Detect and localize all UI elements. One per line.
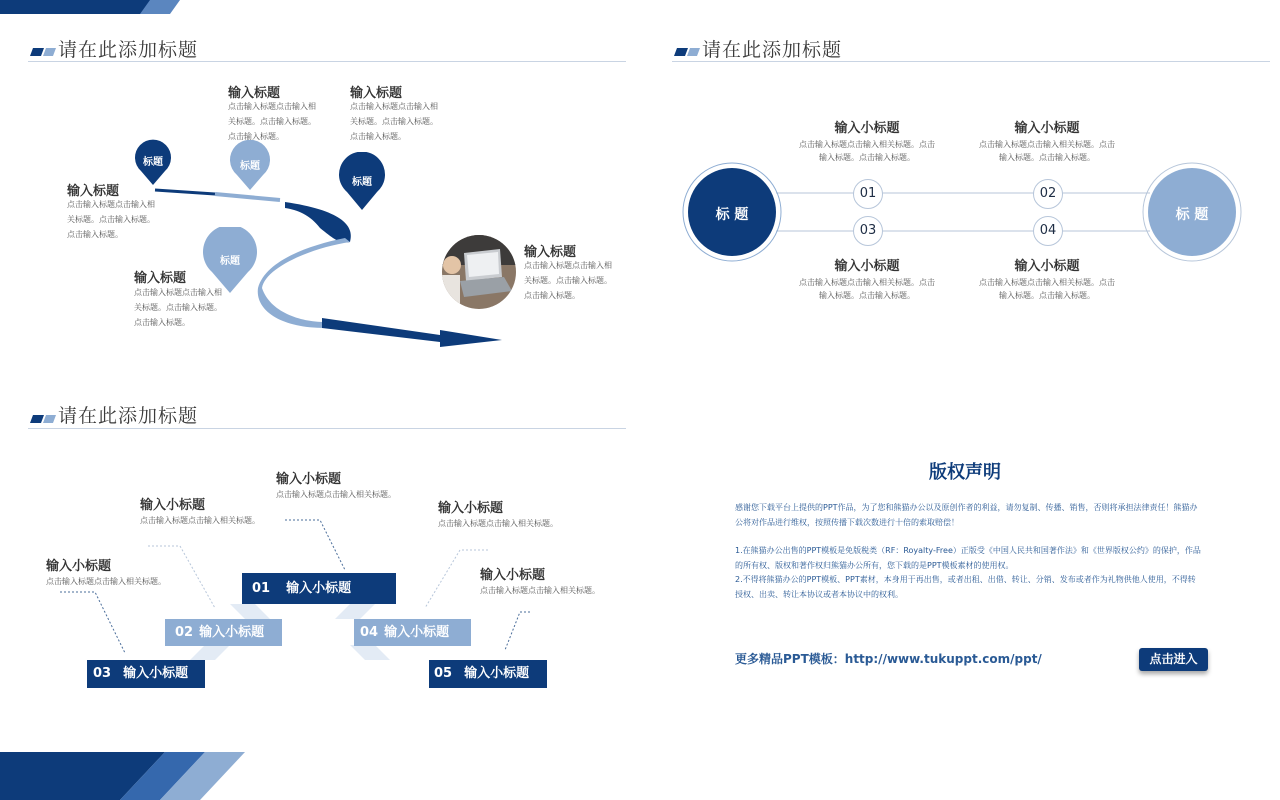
callout-text: 点击输入标题点击输入相关标题。 <box>438 519 558 528</box>
callout-title: 输入小标题 <box>140 498 206 513</box>
section-title-icon <box>30 415 56 423</box>
item-text: 点击输入标题点击输入相 关标题。点击输入标题。 点击输入标题。 <box>228 102 316 141</box>
section-divider <box>672 61 1270 62</box>
left-circle-label: 标 题 <box>715 207 749 223</box>
step-number: 04 <box>1033 216 1063 246</box>
pin-label: 标题 <box>352 177 372 188</box>
step-bar: 02 输入小标题 <box>165 619 282 646</box>
item-text: 点击输入标题点击输入相关标题。点击 输入标题。点击输入标题。 <box>799 278 935 300</box>
callout-title: 输入小标题 <box>46 559 112 574</box>
item-title: 输入小标题 <box>834 121 900 136</box>
enter-button[interactable]: 点击进入 <box>1139 648 1208 671</box>
item-text: 点击输入标题点击输入相 关标题。点击输入标题。 点击输入标题。 <box>134 288 222 327</box>
copyright-terms: 1.在熊猫办公出售的PPT模板是免版税类（RF：Royalty-Free）正版受《中国人民共和国著作法》和《世界版权公约》的保护，作品 的所有权、版权和著作权归熊猫办公所有，您下载的是PPT模板素材的使用权。 2.不得将熊猫办公的PPT模板、PPT素材，本身用于再出售，或者出租、出借、转让、分销、发布或者作为礼物供他人使用，不得转 授权、出卖、转让本协议或者本协议中的权利。 <box>735 546 1201 599</box>
item-title: 输入标题 <box>524 245 577 260</box>
callout-text: 点击输入标题点击输入相关标题。 <box>46 577 166 586</box>
step-number: 01 <box>853 179 883 209</box>
item-text: 点击输入标题点击输入相关标题。点击 输入标题。点击输入标题。 <box>799 140 935 162</box>
bottom-corner-accent <box>0 752 250 800</box>
step-number: 03 <box>853 216 883 246</box>
callout-text: 点击输入标题点击输入相关标题。 <box>276 490 396 499</box>
item-text: 点击输入标题点击输入相关标题。点击 输入标题。点击输入标题。 <box>979 140 1115 162</box>
top-corner-accent <box>0 0 190 14</box>
step-bar: 01 输入小标题 <box>242 573 396 604</box>
more-templates-link[interactable]: 更多精品PPT模板：http://www.tukuppt.com/ppt/ <box>735 652 1042 666</box>
step-number: 02 <box>1033 179 1063 209</box>
item-text: 点击输入标题点击输入相 关标题。点击输入标题。 点击输入标题。 <box>67 200 155 239</box>
item-title: 输入小标题 <box>1014 121 1080 136</box>
callout-text: 点击输入标题点击输入相关标题。 <box>480 586 600 595</box>
item-text: 点击输入标题点击输入相 关标题。点击输入标题。 点击输入标题。 <box>524 261 612 300</box>
item-title: 输入标题 <box>67 184 120 199</box>
item-title: 输入标题 <box>134 271 187 286</box>
step-bar: 04 输入小标题 <box>354 619 471 646</box>
section-title: 请在此添加标题 <box>58 405 199 427</box>
item-title: 输入标题 <box>350 86 403 101</box>
callout-text: 点击输入标题点击输入相关标题。 <box>140 516 260 525</box>
pin-label: 标题 <box>220 256 240 267</box>
step-bar: 05 输入小标题 <box>429 660 547 688</box>
item-title: 输入小标题 <box>834 259 900 274</box>
item-title: 输入小标题 <box>1014 259 1080 274</box>
pin-label: 标题 <box>143 157 163 168</box>
step-bar: 03 输入小标题 <box>87 660 205 688</box>
item-text: 点击输入标题点击输入相 关标题。点击输入标题。 点击输入标题。 <box>350 102 438 141</box>
callout-title: 输入小标题 <box>480 568 546 583</box>
item-title: 输入标题 <box>228 86 281 101</box>
pin-label: 标题 <box>240 161 260 172</box>
copyright-heading: 版权声明 <box>929 462 1001 483</box>
section-title-icon <box>30 48 56 56</box>
item-text: 点击输入标题点击输入相关标题。点击 输入标题。点击输入标题。 <box>979 278 1115 300</box>
section-divider <box>28 428 626 429</box>
copyright-paragraph: 感谢您下载平台上提供的PPT作品，为了您和熊猫办公以及原创作者的利益，请勿复制、传播、销售，否则将承担法律责任！熊猫办 公将对作品进行维权，按照传播下载次数进行十倍的索取赔偿！ <box>735 503 1198 527</box>
callout-title: 输入小标题 <box>438 501 504 516</box>
section-title: 请在此添加标题 <box>702 39 843 61</box>
section-title: 请在此添加标题 <box>58 39 199 61</box>
right-circle-label: 标 题 <box>1175 207 1209 223</box>
callout-title: 输入小标题 <box>276 472 342 487</box>
section-divider <box>28 61 626 62</box>
section-title-icon <box>674 48 700 56</box>
laptop-photo <box>442 235 516 309</box>
